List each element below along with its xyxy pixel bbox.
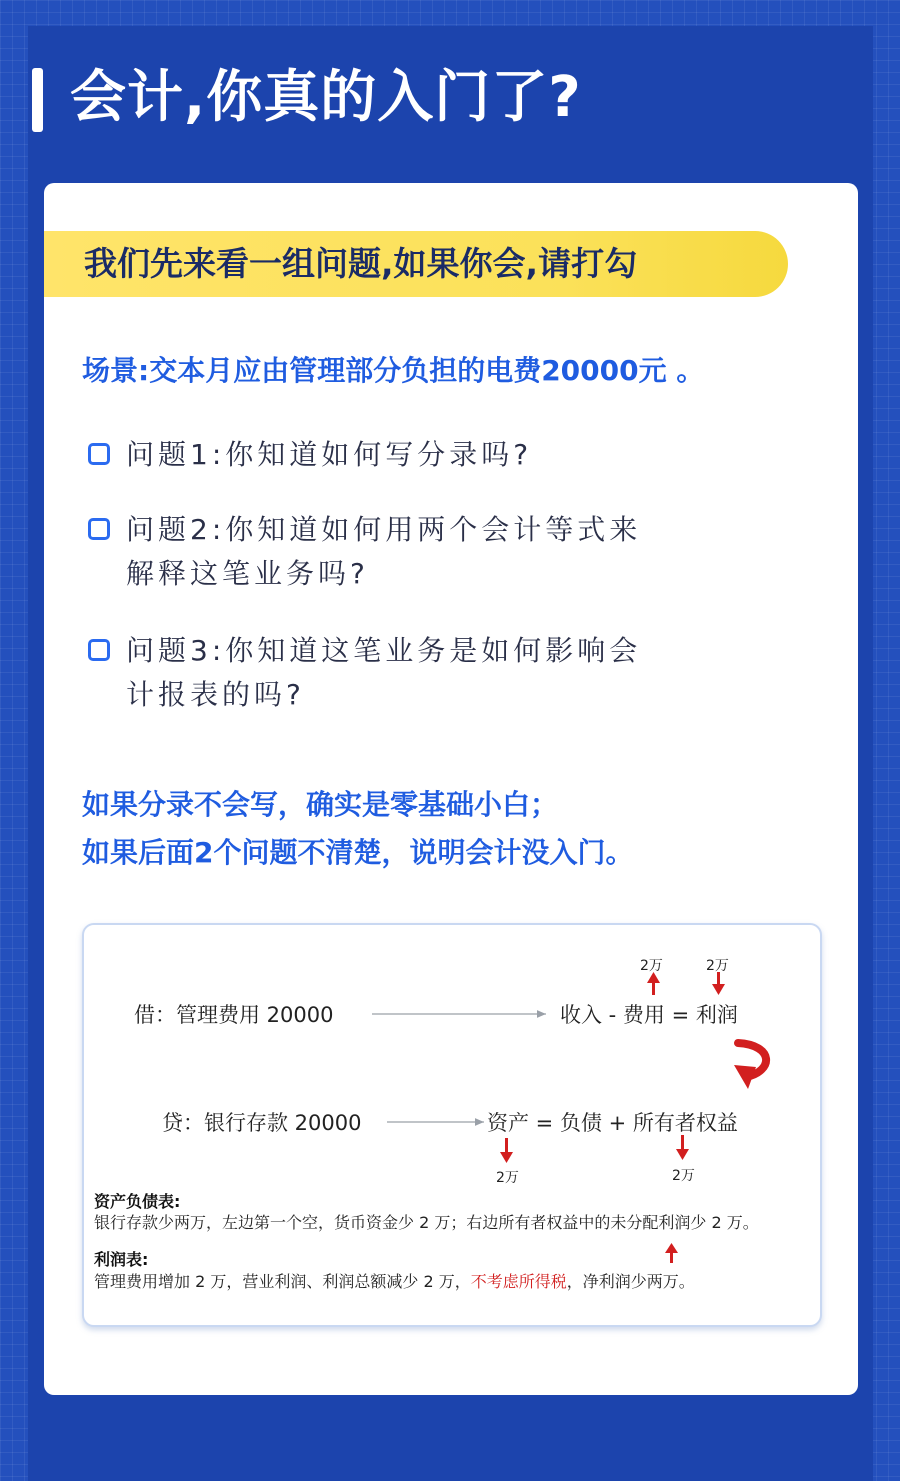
amount-label: 2万 bbox=[706, 958, 729, 974]
page-title: 会计,你真的入门了? bbox=[70, 65, 582, 130]
credit-entry: 贷：银行存款 20000 bbox=[162, 1111, 362, 1135]
amount-label: 2万 bbox=[496, 1170, 519, 1186]
debit-entry: 借：管理费用 20000 bbox=[134, 1003, 334, 1027]
checkbox-icon[interactable] bbox=[88, 639, 110, 661]
content-card bbox=[44, 183, 858, 1395]
amount-label: 2万 bbox=[640, 958, 663, 974]
balance-sheet-text: 银行存款少两万，左边第一个空，货币资金少 2 万；右边所有者权益中的未分配利润少 2 万。 bbox=[94, 1213, 759, 1232]
tax-up-arrow-icon bbox=[665, 1243, 678, 1263]
expense-up-arrow-icon bbox=[647, 972, 660, 995]
balance-sheet-title: 资产负债表: bbox=[94, 1192, 181, 1211]
ribbon-text: 我们先来看一组问题,如果你会,请打勾 bbox=[84, 244, 638, 283]
question-text: 问题1:你知道如何写分录吗? bbox=[126, 438, 533, 471]
question-text: 问题3:你知道这笔业务是如何影响会 计报表的吗? bbox=[126, 634, 642, 711]
income-statement-text: 管理费用增加 2 万，营业利润、利润总额减少 2 万，不考虑所得税，净利润少两万。 bbox=[94, 1272, 695, 1291]
accounting-diagram bbox=[82, 923, 822, 1327]
question-ribbon bbox=[44, 231, 788, 297]
scene-text: 场景:交本月应由管理部分负担的电费20000元 。 bbox=[82, 354, 705, 387]
title-accent-bar bbox=[32, 68, 43, 132]
checkbox-icon[interactable] bbox=[88, 443, 110, 465]
conclusion-line-2: 如果后面2个问题不清楚，说明会计没入门。 bbox=[82, 836, 634, 869]
curved-flow-arrow-icon bbox=[734, 1043, 766, 1089]
equity-down-arrow-icon bbox=[676, 1135, 689, 1160]
question-text: 问题2:你知道如何用两个会计等式来 解释这笔业务吗? bbox=[126, 513, 642, 590]
amount-label: 2万 bbox=[672, 1168, 695, 1184]
checkbox-icon[interactable] bbox=[88, 518, 110, 540]
profit-down-arrow-icon bbox=[712, 972, 725, 995]
asset-down-arrow-icon bbox=[500, 1138, 513, 1163]
income-statement-title: 利润表: bbox=[94, 1250, 149, 1269]
profit-equation: 收入 - 费用 = 利润 bbox=[560, 1003, 738, 1027]
tax-note: 不考虑所得税 bbox=[470, 1272, 567, 1291]
conclusion-line-1: 如果分录不会写，确实是零基础小白； bbox=[82, 788, 559, 821]
balance-equation: 资产 = 负债 + 所有者权益 bbox=[487, 1111, 738, 1135]
